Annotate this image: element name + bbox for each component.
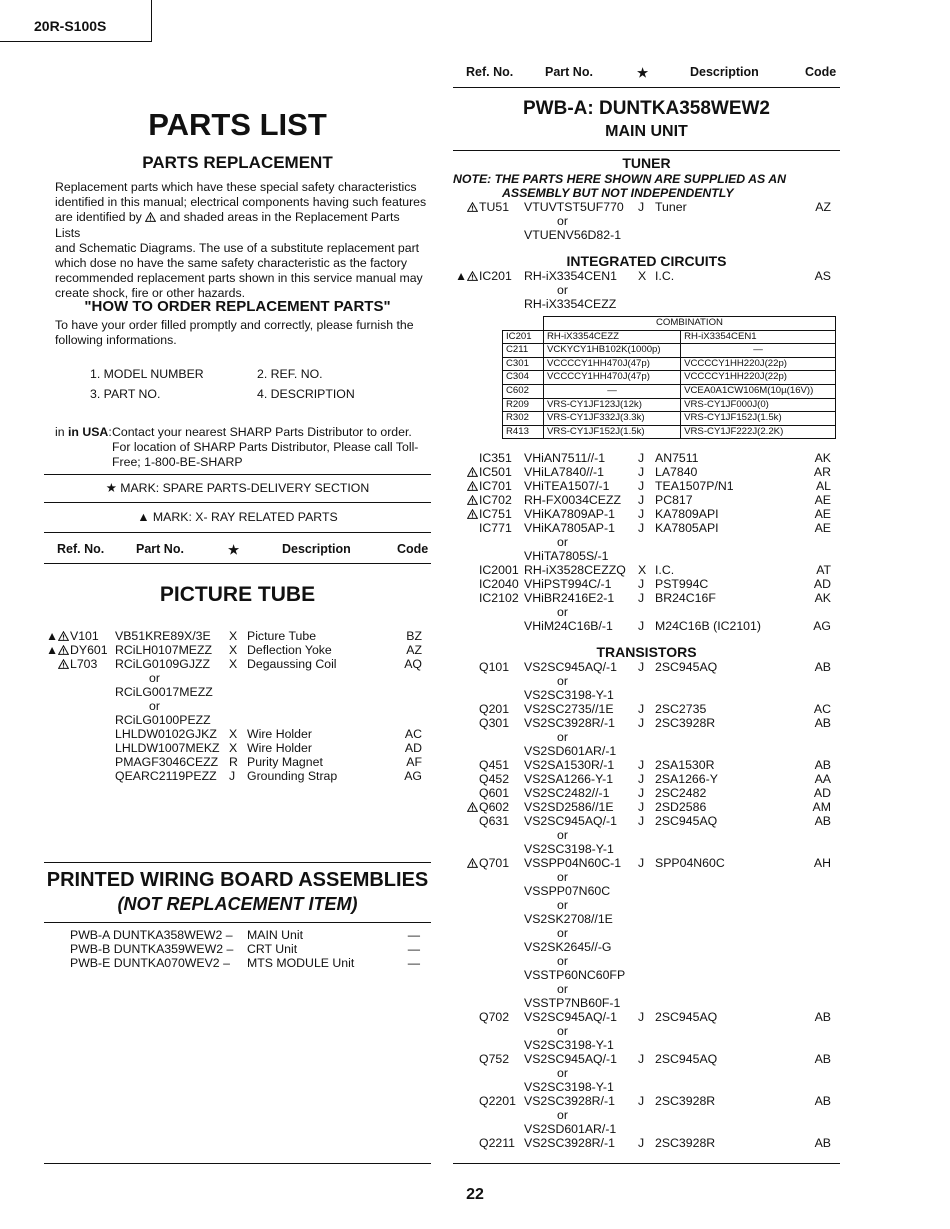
col-code: Code	[805, 65, 837, 79]
ref-no: Q701	[479, 856, 510, 870]
combination-row	[503, 330, 836, 344]
price-code: AC	[813, 702, 831, 716]
description: 2SD2586	[655, 800, 707, 814]
description: Wire Holder	[247, 727, 312, 741]
warning-triangle-icon	[467, 802, 478, 812]
combination-header-row	[503, 317, 836, 331]
warning-triangle-icon	[145, 212, 156, 222]
part-no: VSSPP04N60C-1	[524, 856, 622, 870]
tuner-note: ASSEMBLY BUT NOT INDEPENDENTLY	[502, 186, 734, 200]
tuner-note: NOTE: THE PARTS HERE SHOWN ARE SUPPLIED AS AN	[453, 172, 786, 186]
mark-code: J	[638, 479, 645, 493]
description: Purity Magnet	[247, 755, 323, 769]
part-no: VS2SC3928R/-1	[524, 716, 615, 730]
or-text: or	[557, 954, 568, 968]
description: TEA1507P/N1	[655, 479, 734, 493]
price-code: BZ	[406, 629, 422, 643]
divider	[44, 1163, 431, 1164]
combination-cell: R413	[503, 425, 544, 439]
price-code: AB	[814, 814, 831, 828]
divider	[453, 150, 840, 151]
mark-code: X	[229, 643, 238, 657]
ref-no: IC701	[479, 479, 512, 493]
or-text: or	[149, 671, 160, 685]
part-no: VS2SA1266-Y-1	[524, 772, 614, 786]
description: PST994C	[655, 577, 709, 591]
order-item: 2. REF. NO.	[257, 367, 323, 381]
or-text: or	[557, 674, 568, 688]
price-code: AD	[404, 741, 422, 755]
part-no: VS2SC3198-Y-1	[524, 1080, 614, 1094]
description: 2SC945AQ	[655, 1052, 718, 1066]
combination-cell: C211	[503, 344, 544, 358]
or-text: or	[557, 214, 568, 228]
page-number: 22	[466, 1186, 484, 1203]
part-no: RH-iX3354CEZZ	[524, 297, 617, 311]
pwb-desc: CRT Unit	[247, 942, 298, 956]
or-text: or	[557, 982, 568, 996]
pwb-label: PWB-E DUNTKA070WEV2 –	[70, 956, 230, 970]
description: Degaussing Coil	[247, 657, 337, 671]
part-no: RCiLG0109GJZZ	[115, 657, 210, 671]
part-no: VS2SC3928R/-1	[524, 1094, 615, 1108]
pwb-subtitle: MAIN UNIT	[605, 123, 688, 140]
ref-no: Q452	[479, 772, 510, 786]
or-text: or	[557, 535, 568, 549]
ref-no: Q451	[479, 758, 510, 772]
combination-cell: VRS-CY1JF152J(1.5k)	[544, 425, 681, 439]
ref-no: IC2040	[479, 577, 519, 591]
description: PC817	[655, 493, 693, 507]
mark-code: J	[638, 702, 645, 716]
part-no: VHiTA7805S/-1	[524, 549, 609, 563]
part-no: VS2SK2645//-G	[524, 940, 612, 954]
order-item: 4. DESCRIPTION	[257, 387, 355, 401]
price-code: AK	[814, 591, 831, 605]
combination-cell: IC201	[503, 330, 544, 344]
part-no: VS2SK2708//1E	[524, 912, 613, 926]
combination-table	[502, 316, 836, 439]
part-no: VS2SC3198-Y-1	[524, 688, 614, 702]
pwb-assemblies-subheading: (NOT REPLACEMENT ITEM)	[117, 894, 358, 914]
pwb-label: PWB-B DUNTKA359WEW2 –	[70, 942, 234, 956]
ref-no: IC751	[479, 507, 512, 521]
combination-row	[503, 384, 836, 398]
description: 2SA1266-Y	[655, 772, 718, 786]
or-text: or	[557, 926, 568, 940]
part-no: VS2SA1530R/-1	[524, 758, 615, 772]
warning-triangle-icon	[467, 481, 478, 491]
mark-code: J	[638, 507, 645, 521]
part-no: RCiLG0017MEZZ	[115, 685, 213, 699]
row-marks	[58, 657, 69, 671]
tuner-heading: TUNER	[622, 155, 671, 171]
mark-code: X	[229, 741, 238, 755]
parts-replacement-heading: PARTS REPLACEMENT	[142, 153, 333, 172]
price-code: AB	[814, 1010, 831, 1024]
combination-cell: VRS-CY1JF152J(1.5k)	[681, 412, 836, 426]
or-text: or	[557, 1024, 568, 1038]
mark-code: J	[638, 619, 645, 633]
part-no: VS2SC2735//1E	[524, 702, 614, 716]
usa-label: in USA	[68, 425, 109, 439]
ref-no: Q631	[479, 814, 510, 828]
mark-code: J	[638, 716, 645, 730]
divider	[44, 532, 431, 533]
warning-triangle-icon	[467, 271, 478, 281]
model-number-box	[0, 0, 152, 42]
combination-cell: VCCCCY1HH220J(22p)	[681, 371, 836, 385]
price-code: AE	[814, 493, 831, 507]
part-no: VS2SD601AR/-1	[524, 1122, 617, 1136]
part-no: VHiPST994C/-1	[524, 577, 612, 591]
part-no: VSSTP60NC60FP	[524, 968, 626, 982]
price-code: AB	[814, 1052, 831, 1066]
part-no: VB51KRE89X/3E	[115, 629, 211, 643]
part-no: VS2SD601AR/-1	[524, 744, 617, 758]
description: Tuner	[655, 200, 687, 214]
mark-code: J	[638, 493, 645, 507]
or-text: or	[557, 898, 568, 912]
description: 2SC3928R	[655, 1094, 716, 1108]
ref-no: Q301	[479, 716, 510, 730]
col-description: Description	[690, 65, 759, 79]
or-text: or	[557, 1066, 568, 1080]
combination-cell: R302	[503, 412, 544, 426]
price-code: AG	[813, 619, 831, 633]
col-ref-no: Ref. No.	[466, 65, 514, 79]
part-no: VHiBR2416E2-1	[524, 591, 615, 605]
warning-triangle-icon	[58, 631, 69, 641]
part-no: VS2SC945AQ/-1	[524, 814, 617, 828]
parts-replacement-text: Replacement parts which have these special safety characteristics identified in this manual; electrical components having such features are identified by and shaded areas in the Replacement Parts Lists and Schematic Diagrams. The use of a substitute replacement part which dose no have the same safety characteristic as the factory recommended replacement parts shown in this service manual may create shock, fire or other hazards.	[55, 180, 427, 301]
part-no: LHLDW0102GJKZ	[115, 727, 217, 741]
ic-heading: INTEGRATED CIRCUITS	[566, 253, 727, 269]
price-code: AZ	[815, 200, 831, 214]
pwb-desc: MAIN Unit	[247, 928, 304, 942]
description: Picture Tube	[247, 629, 317, 643]
row-marks	[467, 200, 478, 214]
description: KA7809API	[655, 507, 719, 521]
combination-cell: R209	[503, 398, 544, 412]
price-code: AB	[814, 716, 831, 730]
price-code: AD	[813, 577, 831, 591]
ref-no: IC771	[479, 521, 512, 535]
order-item: 3. PART NO.	[90, 387, 161, 401]
description: AN7511	[655, 451, 699, 465]
mark-code: X	[638, 269, 647, 283]
part-no: VS2SC3198-Y-1	[524, 842, 614, 856]
mark-code: J	[638, 814, 645, 828]
col-star: ★	[637, 66, 649, 80]
description: 2SC2482	[655, 786, 707, 800]
row-marks	[467, 493, 478, 507]
part-no: VS2SC3928R/-1	[524, 1136, 615, 1150]
combination-cell: RH-iX3354CEN1	[681, 330, 836, 344]
mark-code: X	[229, 657, 238, 671]
price-code: AB	[814, 1094, 831, 1108]
part-no: RH-FX0034CEZZ	[524, 493, 622, 507]
price-code: AB	[814, 1136, 831, 1150]
part-no: VTUVTST5UF770	[524, 200, 624, 214]
combination-cell: VCCCCY1HH220J(22p)	[681, 357, 836, 371]
part-no: VS2SC945AQ/-1	[524, 660, 617, 674]
xray-mark-icon: ▲	[46, 643, 58, 657]
part-no: VHiM24C16B/-1	[524, 619, 613, 633]
mark-code: X	[229, 629, 238, 643]
mark-code: J	[638, 521, 645, 535]
row-marks	[467, 800, 478, 814]
ref-no: IC702	[479, 493, 512, 507]
price-code: AB	[814, 660, 831, 674]
row-marks	[46, 643, 69, 657]
combination-cell: VCCCCY1HH470J(47p)	[544, 371, 681, 385]
row-marks	[467, 479, 478, 493]
or-text: or	[557, 605, 568, 619]
row-marks	[467, 465, 478, 479]
ref-no: Q602	[479, 800, 510, 814]
or-text: or	[557, 828, 568, 842]
part-no: RH-iX3528CEZZQ	[524, 563, 626, 577]
combination-row	[503, 398, 836, 412]
combination-cell: VCCCCY1HH470J(47p)	[544, 357, 681, 371]
price-code: AE	[814, 507, 831, 521]
ref-no: DY601	[70, 643, 108, 657]
combination-cell: —	[544, 384, 681, 398]
price-code: AA	[814, 772, 831, 786]
pwb-code: —	[407, 942, 420, 956]
description: Grounding Strap	[247, 769, 338, 783]
ref-no: IC351	[479, 451, 512, 465]
row-marks	[467, 856, 478, 870]
part-no: VS2SC3198-Y-1	[524, 1038, 614, 1052]
combination-cell: VRS-CY1JF000J(0)	[681, 398, 836, 412]
part-no: VS2SD2586//1E	[524, 800, 614, 814]
price-code: AK	[814, 451, 831, 465]
divider	[44, 474, 431, 475]
xray-mark-icon: ▲	[455, 269, 467, 283]
price-code: AZ	[406, 643, 422, 657]
pwb-desc: MTS MODULE Unit	[247, 956, 355, 970]
combination-cell: C304	[503, 371, 544, 385]
warning-triangle-icon	[467, 202, 478, 212]
row-marks	[46, 629, 69, 643]
warning-triangle-icon	[58, 645, 69, 655]
picture-tube-heading: PICTURE TUBE	[159, 583, 316, 606]
part-no: VSSTP7NB60F-1	[524, 996, 621, 1010]
description: 2SC3928R	[655, 716, 716, 730]
combination-cell: —	[681, 344, 836, 358]
mark-code: J	[638, 591, 645, 605]
ref-no: IC2102	[479, 591, 519, 605]
ref-no: Q201	[479, 702, 510, 716]
mark-code: J	[638, 1136, 645, 1150]
pwb-code: —	[407, 928, 420, 942]
description: SPP04N60C	[655, 856, 725, 870]
ref-no: Q2201	[479, 1094, 516, 1108]
mark-code: J	[638, 577, 645, 591]
pwb-assemblies-heading: PRINTED WIRING BOARD ASSEMBLIES	[46, 869, 429, 891]
mark-code: J	[638, 1010, 645, 1024]
warning-triangle-icon	[467, 467, 478, 477]
ref-no: Q601	[479, 786, 510, 800]
mark-code: X	[229, 727, 238, 741]
ref-no: IC2001	[479, 563, 519, 577]
warning-triangle-icon	[467, 858, 478, 868]
part-no: VTUENV56D82-1	[524, 228, 622, 242]
mark-code: J	[638, 800, 645, 814]
part-no: RCiLH0107MEZZ	[115, 643, 213, 657]
divider	[453, 87, 840, 88]
combination-row	[503, 344, 836, 358]
price-code: AL	[815, 479, 831, 493]
transistors-heading: TRANSISTORS	[596, 644, 697, 660]
description: 2SC945AQ	[655, 660, 718, 674]
mark-code: J	[638, 856, 645, 870]
or-text: or	[149, 699, 160, 713]
part-no: QEARC2119PEZZ	[115, 769, 217, 783]
ref-no: TU51	[479, 200, 510, 214]
description: LA7840	[655, 465, 698, 479]
mark-code: J	[638, 786, 645, 800]
ref-no: IC501	[479, 465, 512, 479]
row-marks	[467, 507, 478, 521]
price-code: AE	[814, 521, 831, 535]
combination-cell: C301	[503, 357, 544, 371]
part-no: VS2SC2482//-1	[524, 786, 610, 800]
combination-row	[503, 425, 836, 439]
warning-triangle-icon	[467, 509, 478, 519]
divider	[44, 502, 431, 503]
combination-row	[503, 357, 836, 371]
description: BR24C16F	[655, 591, 716, 605]
combination-cell: VCKYCY1HB102K(1000p)	[544, 344, 681, 358]
part-no: VHiKA7805AP-1	[524, 521, 615, 535]
xray-mark-icon: ▲	[46, 629, 58, 643]
mark-code: J	[638, 1052, 645, 1066]
pwb-code: —	[407, 956, 420, 970]
combination-row	[503, 412, 836, 426]
description: 2SC945AQ	[655, 1010, 718, 1024]
or-text: or	[557, 870, 568, 884]
part-no: VS2SC945AQ/-1	[524, 1052, 617, 1066]
page-title: PARTS LIST	[148, 107, 327, 142]
combination-cell: RH-iX3354CEZZ	[544, 330, 681, 344]
description: Wire Holder	[247, 741, 312, 755]
mark-code: J	[638, 451, 645, 465]
price-code: AB	[814, 758, 831, 772]
price-code: AS	[814, 269, 831, 283]
description: KA7805API	[655, 521, 719, 535]
description: 2SC945AQ	[655, 814, 718, 828]
how-to-order-heading: "HOW TO ORDER REPLACEMENT PARTS"	[84, 298, 391, 315]
how-to-order-text: To have your order filled promptly and correctly, please furnish the following informations.	[55, 318, 414, 348]
mark-code: J	[229, 769, 236, 783]
combination-cell: VRS-CY1JF222J(2.2K)	[681, 425, 836, 439]
ref-no: L703	[70, 657, 98, 671]
model-number: 20R-S100S	[34, 18, 107, 34]
mark-code: J	[638, 758, 645, 772]
price-code: AT	[816, 563, 831, 577]
description: 2SA1530R	[655, 758, 715, 772]
combination-cell: C602	[503, 384, 544, 398]
divider	[453, 1163, 840, 1164]
price-code: AG	[404, 769, 422, 783]
combination-cell: VCEA0A1CW106M(10µ(16V))	[681, 384, 836, 398]
description: 2SC3928R	[655, 1136, 716, 1150]
part-no: VHiLA7840//-1	[524, 465, 604, 479]
description: I.C.	[655, 269, 675, 283]
col-part-no: Part No.	[545, 65, 593, 79]
combination-cell: VRS-CY1JF123J(12k)	[544, 398, 681, 412]
divider	[44, 862, 431, 863]
combination-title: COMBINATION	[544, 317, 836, 331]
warning-triangle-icon	[467, 495, 478, 505]
pwb-title: PWB-A: DUNTKA358WEW2	[523, 98, 770, 119]
price-code: AH	[813, 856, 831, 870]
price-code: AQ	[404, 657, 422, 671]
price-code: AR	[813, 465, 831, 479]
ref-no: V101	[70, 629, 99, 643]
mark-code: J	[638, 200, 645, 214]
price-code: AM	[812, 800, 831, 814]
description: 2SC2735	[655, 702, 707, 716]
mark-code: J	[638, 772, 645, 786]
price-code: AD	[813, 786, 831, 800]
combination-cell: VRS-CY1JF332J(3.3k)	[544, 412, 681, 426]
divider	[44, 563, 431, 564]
price-code: AC	[404, 727, 422, 741]
order-item: 1. MODEL NUMBER	[90, 367, 204, 381]
part-no: VHiAN7511//-1	[524, 451, 606, 465]
ref-no: Q702	[479, 1010, 510, 1024]
ref-no: IC201	[479, 269, 512, 283]
mark-code: J	[638, 1094, 645, 1108]
part-no: RCiLG0100PEZZ	[115, 713, 211, 727]
or-text: or	[557, 1108, 568, 1122]
part-no: LHLDW1007MEKZ	[115, 741, 220, 755]
or-text: or	[557, 283, 568, 297]
ref-no: Q752	[479, 1052, 510, 1066]
mark-code: J	[638, 465, 645, 479]
warning-triangle-icon	[58, 659, 69, 669]
ref-no: Q2211	[479, 1136, 516, 1150]
mark-code: R	[229, 755, 238, 769]
description: I.C.	[655, 563, 675, 577]
divider	[44, 922, 431, 923]
pwb-label: PWB-A DUNTKA358WEW2 –	[70, 928, 233, 942]
part-no: VHiKA7809AP-1	[524, 507, 615, 521]
or-text: or	[557, 730, 568, 744]
part-no: VSSPP07N60C	[524, 884, 611, 898]
part-no: VS2SC945AQ/-1	[524, 1010, 617, 1024]
description: Deflection Yoke	[247, 643, 332, 657]
row-marks	[455, 269, 478, 283]
star-mark-legend: ★ MARK: SPARE PARTS-DELIVERY SECTION	[105, 481, 370, 495]
part-no: VHiTEA1507/-1	[524, 479, 610, 493]
description: M24C16B (IC2101)	[655, 619, 761, 633]
ref-no: Q101	[479, 660, 510, 674]
part-no: RH-iX3354CEN1	[524, 269, 617, 283]
mark-code: X	[638, 563, 647, 577]
mark-code: J	[638, 660, 645, 674]
combination-row	[503, 371, 836, 385]
xray-mark-legend: ▲ MARK: X- RAY RELATED PARTS	[137, 510, 338, 524]
price-code: AF	[406, 755, 422, 769]
part-no: PMAGF3046CEZZ	[115, 755, 219, 769]
